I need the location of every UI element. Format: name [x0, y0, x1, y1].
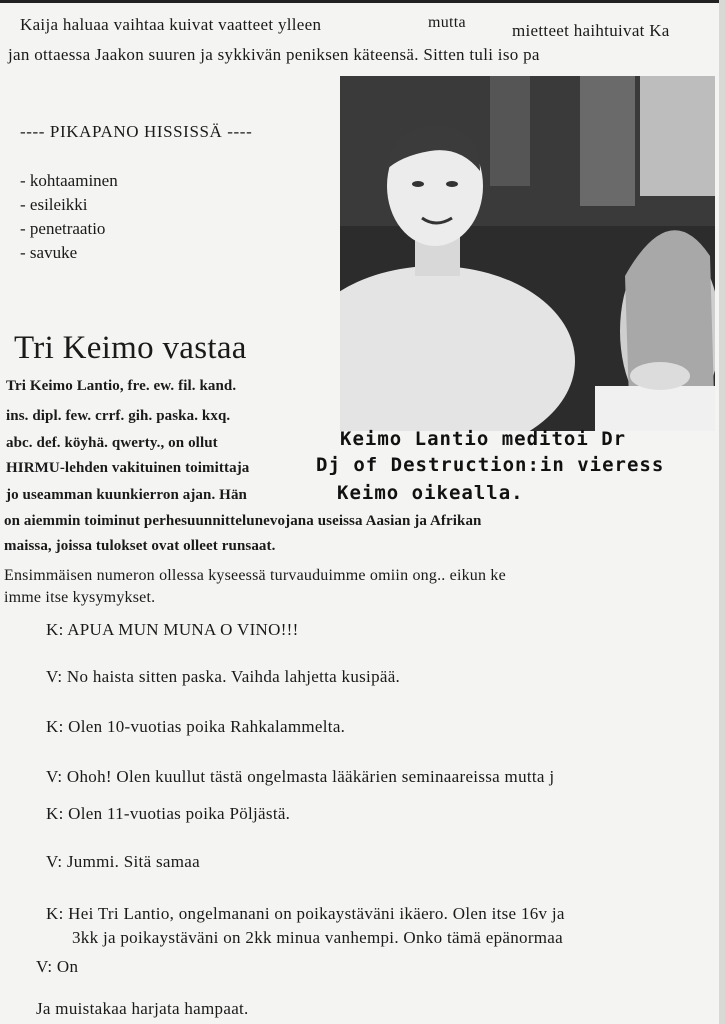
handwritten-caption-line-3: Keimo oikealla. — [337, 482, 524, 504]
intro-paragraph-line: Ensimmäisen numeron ollessa kyseessä turvauduimme omiin ong.. eikun ke — [4, 567, 506, 584]
intro-line-2: jan ottaessa Jaakon suuren ja sykkivän peniksen käteensä. Sitten tuli iso pa — [8, 45, 540, 64]
qa-answer: V: Ohoh! Olen kuullut tästä ongelmasta lääkärien seminaareissa mutta j — [46, 767, 555, 786]
article-title: Tri Keimo vastaa — [14, 330, 247, 366]
list-item: - kohtaaminen — [20, 171, 118, 190]
intro-line-1a: Kaija haluaa vaihtaa kuivat vaatteet ylleen — [20, 15, 322, 34]
bio-line: maissa, joissa tulokset ovat olleet runsaat. — [4, 538, 276, 554]
list-item: - penetraatio — [20, 219, 106, 238]
list-item: - esileikki — [20, 195, 88, 214]
handwritten-caption-line-1: Keimo Lantio meditoi Dr — [340, 428, 627, 450]
qa-answer: V: On — [36, 957, 79, 976]
bio-line: abc. def. köyhä. qwerty., on ollut — [6, 435, 218, 451]
qa-answer: V: No haista sitten paska. Vaihda lahjetta kusipää. — [46, 667, 401, 686]
bio-line: ins. dipl. few. crrf. gih. paska. kxq. — [6, 408, 231, 424]
bio-line: Tri Keimo Lantio, fre. ew. fil. kand. — [6, 378, 237, 394]
qa-question: K: Hei Tri Lantio, ongelmanani on poikaystäväni ikäero. Olen itse 16v ja — [46, 904, 565, 923]
bio-line: HIRMU-lehden vakituinen toimittaja — [6, 460, 250, 476]
handwritten-caption-line-2: Dj of Destruction:in vieress — [316, 454, 665, 476]
list-item: - savuke — [20, 243, 78, 262]
section-heading: ---- PIKAPANO HISSISSÄ ---- — [20, 122, 253, 141]
intro-paragraph-line: imme itse kysymykset. — [4, 589, 156, 606]
page-binding-edge — [719, 0, 725, 1024]
bio-line: jo useamman kuunkierron ajan. Hän — [6, 487, 247, 503]
closing-line: Ja muistakaa harjata hampaat. — [36, 999, 249, 1018]
bio-line: on aiemmin toiminut perhesuunnittelunevojana useissa Aasian ja Afrikan — [4, 513, 482, 529]
article-photo — [340, 76, 715, 431]
qa-question-continued: 3kk ja poikaystäväni on 2kk minua vanhempi. Onko tämä epänormaa — [72, 928, 563, 947]
qa-answer: V: Jummi. Sitä samaa — [46, 852, 200, 871]
top-rule — [0, 0, 725, 3]
qa-question: K: APUA MUN MUNA O VINO!!! — [46, 620, 299, 639]
photo-illustration — [340, 76, 715, 431]
qa-question: K: Olen 10-vuotias poika Rahkalammelta. — [46, 717, 346, 736]
intro-line-1b: mutta — [428, 14, 466, 31]
qa-question: K: Olen 11-vuotias poika Pöljästä. — [46, 804, 291, 823]
intro-line-1c: mietteet haihtuivat Ka — [512, 21, 670, 40]
